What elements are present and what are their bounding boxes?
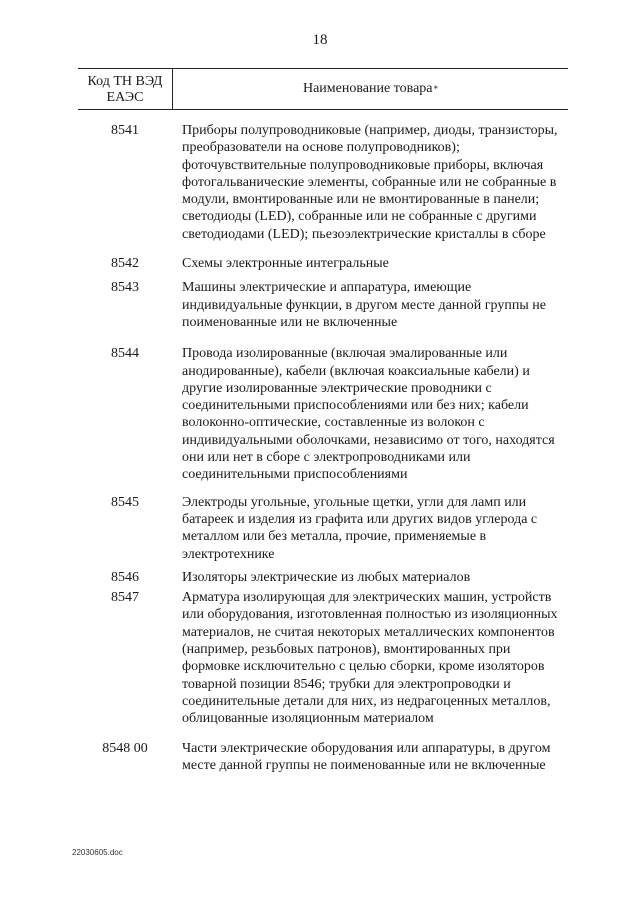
- header-name-label: Наименование товара: [302, 81, 433, 96]
- row-name: Схемы электронные интегральные: [182, 256, 389, 272]
- page-number: 18: [312, 32, 328, 48]
- table-row: [78, 122, 568, 243]
- row-code: 8545: [111, 494, 139, 510]
- table-row: [78, 740, 568, 775]
- header-code-label: Код ТН ВЭД ЕАЭС: [87, 74, 163, 105]
- row-code: 8546: [111, 569, 139, 585]
- row-code: 8542: [111, 256, 139, 272]
- document-filename: 22030605.doc: [72, 848, 123, 857]
- row-code: 8544: [111, 346, 139, 362]
- row-code: 8547: [111, 590, 139, 606]
- table-row: [78, 569, 568, 586]
- row-code: 8548 00: [102, 740, 148, 756]
- row-name: Части электрические оборудования или аппаратуры, в другом месте данной группы не поименованные или не включенные: [182, 740, 551, 773]
- row-name: Машины электрические и аппаратура, имеющие индивидуальные функции, в другом месте данной группы не поименованные или не включенные: [182, 280, 546, 330]
- table-row: [78, 589, 568, 727]
- table-row: [78, 494, 568, 563]
- row-name: Электроды угольные, угольные щетки, угли для ламп или батареек и изделия из графита или других видов углерода с металлом или без металла, прочие, применяемые в электротехнике: [182, 494, 538, 562]
- row-code: 8543: [111, 280, 139, 296]
- row-name: Провода изолированные (включая эмалированные или анодированные), кабели (включая коаксиальные кабели) и другие изолированные электрические проводники с соединительными приспособлениями или без них; кабели волоконно-оптические, составленные из волокон с индивидуальными оболочками, независимо от того, находятся они или нет в сборе с электропроводниками или соединительными приспособлениями: [182, 346, 555, 483]
- header-code-column: [78, 69, 173, 109]
- row-name: Изоляторы электрические из любых материалов: [182, 569, 471, 585]
- footnote-mark: *: [433, 84, 438, 94]
- table-row: [78, 279, 568, 331]
- goods-table: [78, 122, 568, 774]
- table-row: [78, 345, 568, 483]
- row-name: Приборы полупроводниковые (например, диоды, транзисторы, преобразователи на основе полупроводников); фоточувствительные полупроводниковые приборы, включая фотогальванические элементы, собранные или не собранные в модули, вмонтированные или не вмонтированные в панели; светодиоды (LED), собранные или не собранные с другими светодиодами (LED); пьезоэлектрические кристаллы в сборе: [182, 123, 558, 242]
- table-header: [78, 68, 568, 110]
- header-name-column: [173, 69, 568, 109]
- row-code: 8541: [111, 123, 139, 138]
- table-row: [78, 255, 568, 272]
- row-name: Арматура изолирующая для электрических машин, устройств или оборудования, изготовленная полностью из изоляционных материалов, не считая некоторых металлических компонентов (например, резьбовых патронов), вмонтированных при формовке исключительно с целью сборки, кроме изоляторов товарной позиции 8546; трубки для электропроводки и соединительные детали для них, из недрагоценных металлов, облицованные изоляционным материалом: [182, 590, 558, 727]
